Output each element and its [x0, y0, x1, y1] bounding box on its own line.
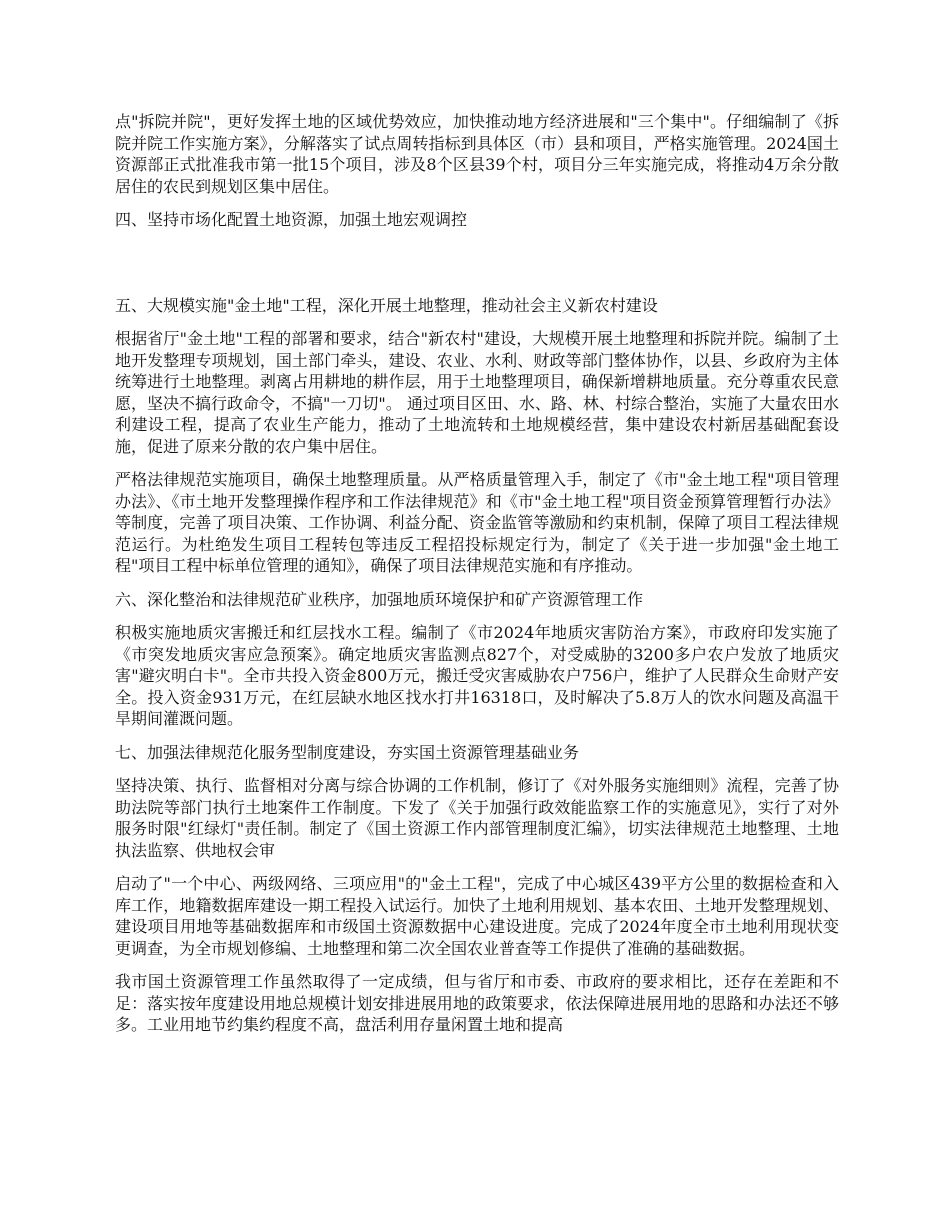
section-heading: 四、坚持市场化配置土地资源，加强土地宏观调控	[115, 210, 468, 229]
paragraph: 启动了"一个中心、两级网络、三项应用"的"金土工程"，完成了中心城区439平方公里的数据检查和入库工作，地籍数据库建设一期工程投入试运行。加快了土地利用规划、基本农田、土地开发整理规划、建设项目用地等基础数据库和市级国土资源数据中心建设进度。完成了2024年度全市土地利用现状变更调查，为全市规划修编、土地整理和第二次全国农业普查等工作提供了准确的基础数据。	[115, 874, 839, 958]
paragraph: 我市国土资源管理工作虽然取得了一定成绩，但与省厅和市委、市政府的要求相比，还存在差距和不足：落实按年度建设用地总规模计划安排进展用地的政策要求，依法保障进展用地的思路和办法还不够多。工业用地节约集约程度不高，盘活利用存量闲置土地和提高	[115, 972, 839, 1034]
paragraph: 坚持决策、执行、监督相对分离与综合协调的工作机制，修订了《对外服务实施细则》流程，完善了协助法院等部门执行土地案件工作制度。下发了《关于加强行政效能监察工作的实施意见》，实行了对外服务时限"红绿灯"责任制。制定了《国土资源工作内部管理制度汇编》，切实法律规范土地整理、土地执法监察、供地权会审	[115, 776, 839, 860]
section-heading: 五、大规模实施"金土地"工程，深化开展土地整理，推动社会主义新农村建设	[115, 295, 658, 315]
paragraph: 点"拆院并院"，更好发挥土地的区域优势效应，加快推动地方经济进展和"三个集中"。仔细编制了《拆院并院工作实施方案》，分解落实了试点周转指标到具体区（市）县和项目，严格实施管理。2024国土资源部正式批准我市第一批15个项目，涉及8个区县39个村，项目分三年实施完成，将推动4万余分散居住的农民到规划区集中居住。	[115, 112, 839, 196]
section-heading: 七、加强法律规范化服务型制度建设，夯实国土资源管理基础业务	[115, 742, 580, 762]
section-heading: 六、深化整治和法律规范矿业秩序，加强地质环境保护和矿产资源管理工作	[115, 589, 644, 609]
paragraph: 根据省厅"金土地"工程的部署和要求，结合"新农村"建设，大规模开展土地整理和拆院并院。编制了土地开发整理专项规划，国土部门牵头，建设、农业、水利、财政等部门整体协作，以县、乡政府为主体统筹进行土地整理。剥离占用耕地的耕作层，用于土地整理项目，确保新增耕地质量。充分尊重农民意愿，坚决不搞行政命令，不搞"一刀切"。 通过项目区田、水、路、林、村综合整治，实施了大量农田水利建设工程，提高了农业生产能力，推动了土地流转和土地规模经营，集中建设农村新居基础配套设施，促进了原来分散的农户集中居住。	[115, 329, 839, 456]
paragraph: 严格法律规范实施项目，确保土地整理质量。从严格质量管理入手，制定了《市"金土地工程"项目管理办法》、《市土地开发整理操作程序和工作法律规范》和《市"金土地工程"项目资金预算管理暂行办法》等制度，完善了项目决策、工作协调、利益分配、资金监管等激励和约束机制，保障了项目工程法律规范运行。为杜绝发生项目工程转包等违反工程招投标规定行为，制定了《关于进一步加强"金土地工程"项目工程中标单位管理的通知》，确保了项目法律规范实施和有序推动。	[115, 470, 839, 575]
document-body	[115, 111, 839, 1048]
paragraph: 积极实施地质灾害搬迁和红层找水工程。编制了《市2024年地质灾害防治方案》，市政府印发实施了《市突发地质灾害应急预案》。确定地质灾害监测点827个，对受威胁的3200多户农户发放了地质灾害"避灾明白卡"。全市共投入资金800万元，搬迁受灾害威胁农户756户，维护了人民群众生命财产安全。投入资金931万元，在红层缺水地区找水打井16318口，及时解决了5.8万人的饮水问题及高温干旱期间灌溉问题。	[115, 623, 839, 728]
